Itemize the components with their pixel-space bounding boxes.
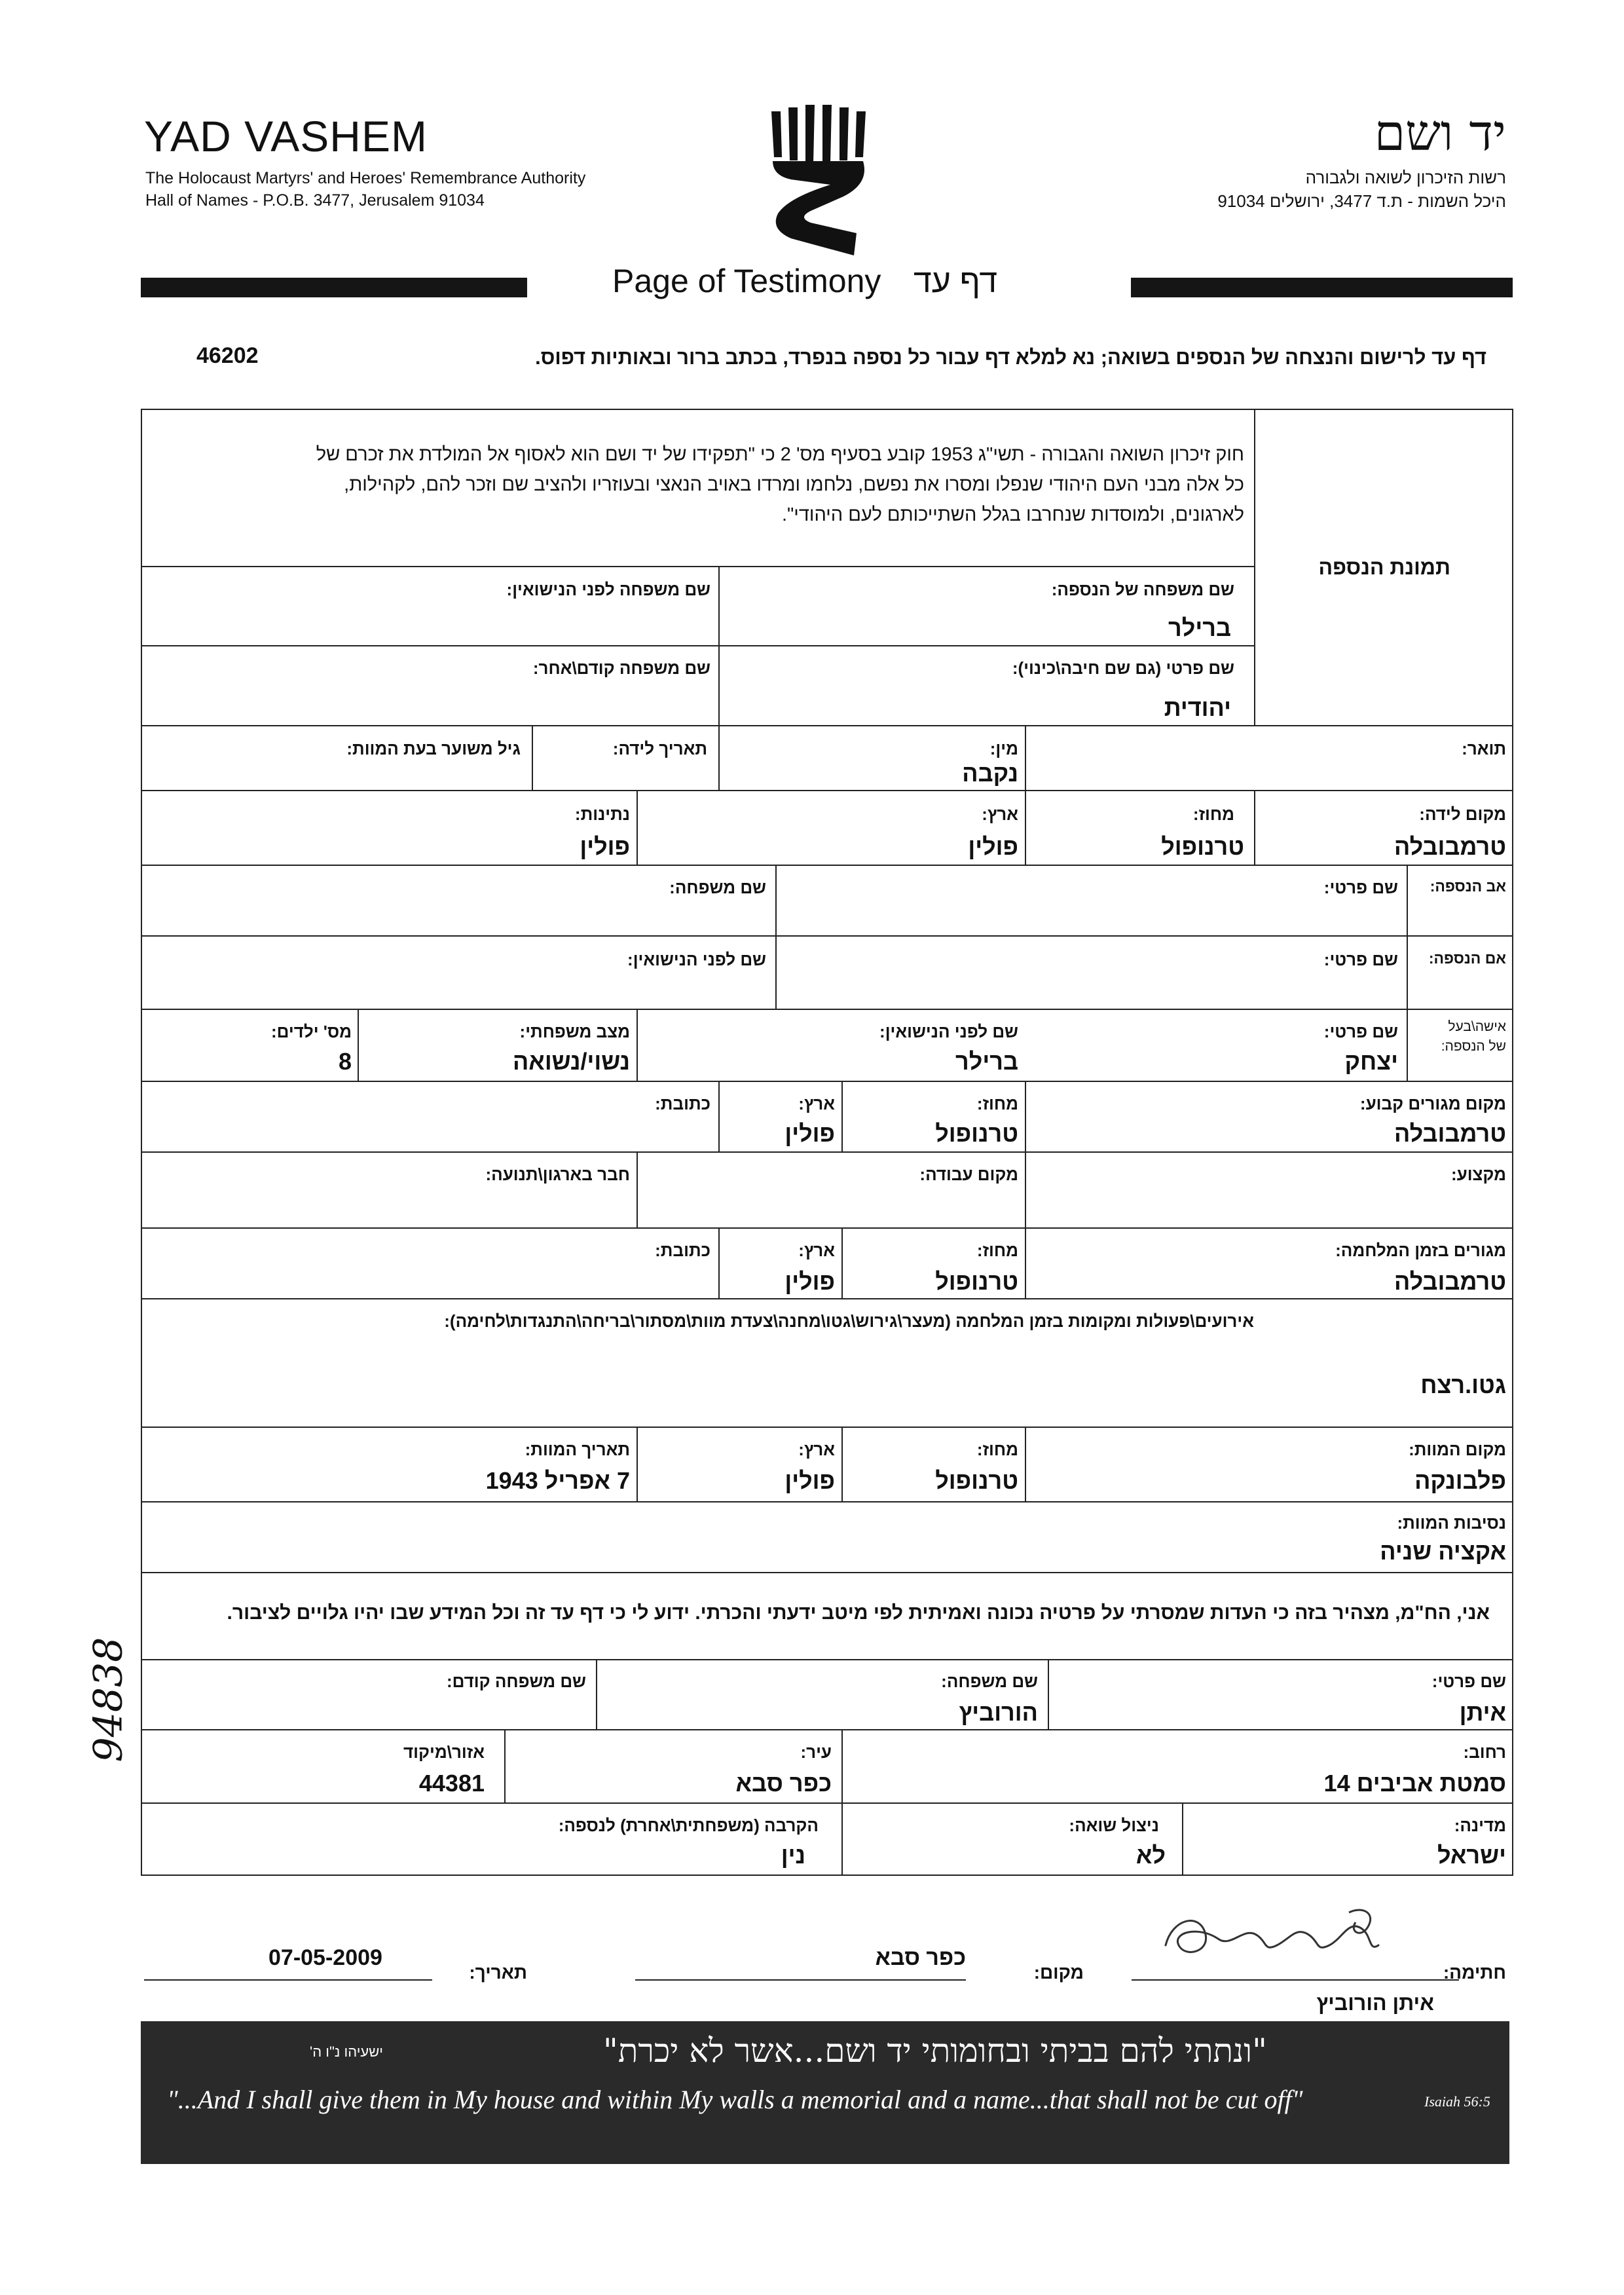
- street-label: רחוב:: [1463, 1742, 1506, 1762]
- residence-field[interactable]: טרמבובלה: [1394, 1120, 1506, 1147]
- quote-he-source: ישעיהו נ"ו ה': [310, 2043, 383, 2060]
- signature-line: [1132, 1979, 1459, 1981]
- victim-maiden-label: שם משפחה לפני הנישואין:: [506, 580, 710, 599]
- spouse-first-field[interactable]: יצחק: [1344, 1048, 1398, 1075]
- submitter-family-label: שם משפחה:: [941, 1671, 1038, 1691]
- wartime-country-label: ארץ:: [798, 1241, 835, 1260]
- signature-image[interactable]: [1153, 1899, 1388, 1978]
- residence-country-label: ארץ:: [798, 1094, 835, 1113]
- death-place-label: מקום המוות:: [1409, 1440, 1506, 1459]
- birth-date-label: תאריך לידה:: [612, 739, 707, 758]
- death-district-field[interactable]: טרנופול: [935, 1467, 1018, 1494]
- residence-district-label: מחוז:: [976, 1094, 1018, 1113]
- quote-en-source: Isaiah 56:5: [1424, 2093, 1490, 2110]
- date-line: [144, 1979, 432, 1981]
- spouse-row-label-1: אישה\בעל: [1448, 1019, 1506, 1034]
- organization-label: חבר בארגון\תנועה:: [485, 1165, 630, 1184]
- children-field[interactable]: 8: [338, 1048, 352, 1075]
- country-label: מדינה:: [1454, 1816, 1506, 1835]
- gender-field[interactable]: נקבה: [962, 760, 1018, 787]
- profession-label: מקצוע:: [1450, 1165, 1506, 1184]
- submitter-first-field[interactable]: איתן: [1459, 1699, 1506, 1726]
- children-label: מס' ילדים:: [271, 1022, 352, 1041]
- wartime-place-field[interactable]: טרמבובלה: [1394, 1268, 1506, 1295]
- submitter-family-field[interactable]: הורוביץ: [959, 1699, 1038, 1726]
- victim-family-field[interactable]: ברילר: [1168, 614, 1231, 641]
- form-number: 46202: [196, 343, 259, 368]
- survivor-label: ניצול שואה:: [1069, 1816, 1159, 1835]
- birth-country-label: ארץ:: [982, 804, 1018, 824]
- law-text-2: כל אלה מבני העם היהודי שנפלו ומסרו את נפשם, נלחמו ומרדו באויב הנאצי ובעוזריו ולהציב שם וזכר להם, לקהילות,: [344, 474, 1244, 495]
- wartime-place-label: מגורים בזמן המלחמה:: [1335, 1241, 1506, 1260]
- relation-label: הקרבה (משפחתית\אחרת) לנספה:: [558, 1816, 819, 1835]
- gender-label: מין:: [989, 739, 1018, 758]
- instruction-text: דף עד לרישום והנצחה של הנספים בשואה; נא למלא דף עבור כל נספה בנפרד, בכתב ברור ובאותיות דפוס.: [535, 346, 1486, 369]
- mother-row-label: אם הנספה:: [1428, 950, 1506, 967]
- victim-first-label: שם פרטי (גם שם חיבה\כינוי):: [1012, 658, 1234, 678]
- yad-vashem-logo: [765, 98, 876, 262]
- victim-first-field[interactable]: יהודית: [1164, 694, 1231, 721]
- death-date-field[interactable]: 7 אפריל 1943: [485, 1467, 630, 1494]
- father-first-label: שם פרטי:: [1323, 878, 1398, 897]
- death-country-field[interactable]: פולין: [784, 1467, 835, 1494]
- place-label: מקום:: [1033, 1962, 1084, 1983]
- date-label: תאריך:: [469, 1962, 527, 1983]
- workplace-label: מקום עבודה:: [919, 1165, 1018, 1184]
- subtitle-he-1: רשות הזיכרון לשואה ולגבורה: [1305, 168, 1506, 187]
- spouse-first-label: שם פרטי:: [1323, 1022, 1398, 1041]
- wartime-district-label: מחוז:: [976, 1241, 1018, 1260]
- law-text-1: חוק זיכרון השואה והגבורה - תשי"ג 1953 קובע בסעיף מס' 2 כי "תפקידו של יד ושם הוא לאסוף אל המולדת את זכרם של: [316, 444, 1244, 465]
- date-field[interactable]: 07-05-2009: [268, 1945, 382, 1970]
- birth-country-field[interactable]: פולין: [968, 833, 1018, 860]
- wartime-address-label: כתובת:: [655, 1241, 710, 1260]
- spouse-maiden-label: שם לפני הנישואין:: [879, 1022, 1018, 1041]
- subtitle-en-1: The Holocaust Martyrs' and Heroes' Remembrance Authority: [145, 169, 586, 187]
- quote-banner: [141, 2021, 1509, 2164]
- victim-prev-family-label: שם משפחה קודם\אחר:: [532, 658, 710, 678]
- events-field[interactable]: גטו.רצח: [1420, 1371, 1506, 1398]
- mother-maiden-label: שם לפני הנישואין:: [627, 950, 766, 969]
- father-row-label: אב הנספה:: [1430, 878, 1506, 895]
- nationality-field[interactable]: פולין: [580, 833, 630, 860]
- marital-status-label: מצב משפחתי:: [519, 1022, 630, 1041]
- title-en: YAD VASHEM: [144, 112, 428, 160]
- residence-country-field[interactable]: פולין: [784, 1120, 835, 1147]
- spouse-row-label-2: של הנספה:: [1441, 1039, 1506, 1054]
- signer-name: איתן הורוביץ: [1316, 1991, 1434, 2015]
- victim-family-label: שם משפחה של הנספה:: [1051, 580, 1234, 599]
- page-title-en: Page of Testimony: [612, 263, 881, 299]
- country-field[interactable]: ישראל: [1437, 1842, 1506, 1869]
- place-field[interactable]: כפר סבא: [875, 1945, 966, 1970]
- residence-address-label: כתובת:: [655, 1094, 710, 1113]
- birth-district-label: מחוז:: [1192, 804, 1234, 824]
- city-label: עיר:: [800, 1742, 832, 1762]
- birth-place-label: מקום לידה:: [1419, 804, 1506, 824]
- submitter-first-label: שם פרטי:: [1431, 1671, 1506, 1691]
- place-line: [635, 1979, 966, 1981]
- wartime-district-field[interactable]: טרנופול: [935, 1268, 1018, 1295]
- mother-first-label: שם פרטי:: [1323, 950, 1398, 969]
- residence-label: מקום מגורים קבוע:: [1359, 1094, 1506, 1113]
- spouse-maiden-field[interactable]: ברילר: [955, 1048, 1018, 1075]
- quote-he: "ונתתי להם בביתי ובחומותי יד ושם...אשר לא יכרת": [602, 2032, 1267, 2070]
- residence-district-field[interactable]: טרנופול: [935, 1120, 1018, 1147]
- zip-label: אזור\מיקוד: [403, 1742, 485, 1762]
- birth-district-field[interactable]: טרנופול: [1161, 833, 1244, 860]
- relation-field[interactable]: נין: [781, 1842, 805, 1869]
- death-date-label: תאריך המוות:: [525, 1440, 630, 1459]
- subtitle-he-2: היכל השמות - ת.ד 3477, ירושלים 91034: [1217, 191, 1506, 211]
- title-label: תואר:: [1462, 739, 1506, 758]
- margin-handwritten-number: 94838: [85, 1637, 132, 1763]
- title-he: יד ושם: [1374, 103, 1506, 162]
- submitter-prev-family-label: שם משפחה קודם:: [447, 1671, 586, 1691]
- birth-place-field[interactable]: טרמבובלה: [1394, 833, 1506, 860]
- death-circ-field[interactable]: אקציה שניה: [1380, 1538, 1506, 1565]
- age-label: גיל משוער בעת המוות:: [346, 739, 521, 758]
- header-bar-right: [1131, 278, 1513, 297]
- marital-status-field[interactable]: נשוי/נשואה: [512, 1048, 630, 1075]
- divider: [1254, 409, 1255, 726]
- header-bar-left: [141, 278, 527, 297]
- father-family-label: שם משפחה:: [669, 878, 766, 897]
- zip-field[interactable]: 44381: [418, 1770, 485, 1797]
- death-country-label: ארץ:: [798, 1440, 835, 1459]
- photo-label: תמונת הנספה: [1318, 555, 1450, 579]
- death-place-field[interactable]: פלבונקה: [1414, 1467, 1506, 1494]
- city-field[interactable]: כפר סבא: [735, 1770, 832, 1797]
- law-text-3: לארגונים, ולמוסדות שנחרבו בגלל השתייכותם לעם היהודי".: [781, 504, 1244, 525]
- subtitle-en-2: Hall of Names - P.O.B. 3477, Jerusalem 91034: [145, 191, 485, 210]
- wartime-country-field[interactable]: פולין: [784, 1268, 835, 1295]
- nationality-label: נתינות:: [574, 804, 630, 824]
- declaration-text: אני, הח"מ, מצהיר בזה כי העדות שמסרתי על פרטיה נכונה ואמיתית לפי מיטב ידעתי והכרתי. ידוע לי כי דף עד זה וכל המידע שבו יהיו גלויים לציבור.: [227, 1602, 1490, 1624]
- quote-en: "...And I shall give them in My house and within My walls a memorial and a name...that shall not be cut off": [167, 2085, 1303, 2114]
- death-circ-label: נסיבות המוות:: [1397, 1513, 1506, 1533]
- events-label: אירועים\פעולות ומקומות בזמן המלחמה (מעצר\גירוש\גטו\מחנה\צעדת מוות\מסתור\בריחה\התנגדות\לחימה):: [444, 1311, 1254, 1331]
- street-field[interactable]: סמטת אביבים 14: [1323, 1770, 1506, 1797]
- page-title-he: דף עד: [913, 263, 998, 299]
- death-district-label: מחוז:: [976, 1440, 1018, 1459]
- survivor-field[interactable]: לא: [1135, 1842, 1166, 1869]
- signature-label: חתימה:: [1443, 1962, 1506, 1983]
